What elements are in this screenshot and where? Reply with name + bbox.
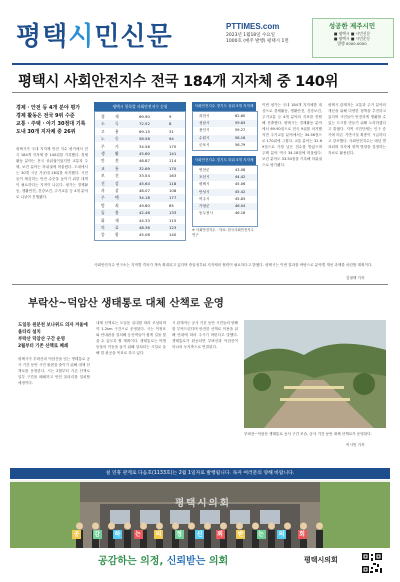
- table1-row: [95, 172, 185, 179]
- table3-row: [193, 196, 257, 203]
- table1-cell: 170: [169, 143, 177, 149]
- table3-cell: 안성시: [199, 189, 210, 194]
- article1-byline: 김평택 기자: [346, 276, 365, 280]
- table1-cell: 45.64: [139, 180, 150, 186]
- table1-cell: 활: [115, 151, 119, 156]
- table1-row: [95, 194, 185, 201]
- masthead-rule: [12, 63, 388, 65]
- table2-title: 사회안전지수 경기도 상위 5개 지자체: [192, 102, 256, 111]
- table1-cell: 종: [101, 232, 105, 238]
- table3-cell: 가평군: [199, 204, 210, 208]
- placard-char: 회: [299, 531, 305, 538]
- table2-row: [193, 120, 257, 127]
- table1-cell: 170: [169, 165, 177, 171]
- table1-cell: 노: [101, 136, 105, 142]
- table3-cell: 45.42: [235, 189, 246, 194]
- masthead-ad-title: 성공한 제주시민: [328, 22, 376, 30]
- table1-cell: 48.07: [139, 188, 150, 193]
- table1-cell: 177: [169, 195, 177, 201]
- table1-row: [95, 128, 185, 135]
- article2-byline: 이시민 기자: [346, 443, 365, 447]
- table1-cell: 용: [115, 128, 119, 134]
- table1-row: [95, 224, 185, 231]
- trail-photo: [244, 320, 386, 428]
- table1-cell: 자: [101, 188, 105, 193]
- table1-title: 평택시 항목별 사회안전지수 순위: [94, 102, 186, 111]
- table3-cell: 45.83: [235, 196, 246, 201]
- table1-row: [95, 150, 185, 157]
- table1-row: [95, 120, 185, 127]
- table2: [192, 111, 258, 151]
- table1-cell: 살: [115, 188, 119, 193]
- notice-bar: 설 연휴 관계로 다음호(1133호)는 2월 1일자로 발행됩니다. 독자 여러분의 양해 바랍니다.: [10, 468, 390, 479]
- placard-char: 받: [237, 531, 244, 538]
- table3-cell: 연천군: [199, 168, 210, 172]
- table1-cell: 32.69: [139, 165, 150, 171]
- table1-cell: 114: [169, 158, 177, 164]
- placard-char: 뢰: [217, 531, 223, 538]
- table1-cell: 45.06: [139, 232, 150, 238]
- table2-row: [193, 135, 257, 142]
- table1-cell: 동: [115, 136, 119, 142]
- table2-cell: 용인시: [199, 128, 210, 133]
- table1-row: [95, 180, 185, 187]
- table2-row: [193, 142, 257, 149]
- table1-cell: 료: [115, 225, 119, 230]
- table1-cell: 건: [101, 180, 105, 186]
- table3-row: [193, 181, 257, 188]
- table1-row: [95, 165, 185, 172]
- table1-cell: 제: [115, 114, 119, 119]
- table1-cell: 69.15: [139, 128, 150, 134]
- table2-row: [193, 113, 257, 120]
- table1-cell: 72.52: [139, 121, 150, 127]
- table1-cell: 46.87: [139, 158, 150, 164]
- table3-cell: 여주시: [199, 196, 210, 201]
- table1-cell: 범: [101, 202, 105, 208]
- table3-title: 사회안전지수 경기도 하위 5개 지자체: [192, 156, 256, 165]
- article1-column-1: 평택시가 국내 지자체 안전 지수 평가에서 전국 184개 지자체 중 140위를 기록했다. 경제 활동 분야는 전국 상위권이었지만 교통과 주택, 보건 분야는 하위권에 머물렀다. 도내에서는 30개 시군 가운데 26위를 차지했다. 시민들이 체감하는 안전 수준을 높이기 위한 대책이 필요하다는 지적이 나온다. 평가는 경제활동, 생활안전, 건강보건, 주거교통 등 4개 분야로 나뉘어 진행됐다.: [16, 147, 88, 199]
- table1-cell: 고: [101, 128, 105, 134]
- table3-row: [193, 210, 257, 217]
- table1-cell: 31: [169, 128, 174, 134]
- table2-cell: 과천시: [199, 114, 210, 118]
- table1-cell: 140: [169, 232, 177, 238]
- issue-info: 2023년 1월18일 수요일 1000호 (매주 발행) 평택시 1면: [226, 33, 289, 44]
- banner-placards: [70, 530, 320, 540]
- newspaper-name: 평택시민신문: [16, 22, 173, 52]
- table1-row: [95, 217, 185, 224]
- table1-cell: 득: [115, 121, 119, 127]
- article1-column-5: 평택시 관계자는 교통과 주거 분야의 개선을 위해 다양한 정책을 추진하고 있다며 시민들이 안전하게 생활할 수 있는 도시를 만들기 위해 노력하겠다고 밝혔다. 지역 시민단체는 인구 증가에 따른 기반시설 확충이 시급하다고 강조했다. 사회안전지수는 매년 발표되며 지자체 정책 방향을 설정하는 자료로 활용된다.: [328, 103, 386, 155]
- table1-cell: 45.60: [139, 151, 150, 156]
- article1-lead: 경제 · 안전 등 4개 분야 평가 경제 활동은 전국 9위 수준 교통 · 주택 · 아기 30점대 기록 도내 30개 지자체 중 26위: [16, 105, 86, 135]
- table1-cell: 85: [169, 202, 174, 208]
- table1-cell: 소: [101, 121, 105, 127]
- table2-cell: 수원시: [199, 135, 210, 140]
- table1-cell: 44.33: [139, 217, 150, 223]
- table1-cell: 택: [115, 195, 119, 201]
- placard-char: 하: [114, 531, 121, 538]
- placard-char: 정: [176, 531, 182, 538]
- table1-cell: 돌: [101, 210, 105, 216]
- placard-char: 공: [73, 531, 80, 538]
- table1-row: [95, 231, 185, 238]
- table1-cell: 합: [115, 232, 119, 238]
- table1-cell: 115: [169, 217, 177, 223]
- table1-cell: 118: [169, 180, 177, 186]
- table2-row: [193, 127, 257, 134]
- table2-cell: 59.27: [235, 128, 246, 133]
- table1-cell: 48.36: [139, 225, 150, 230]
- table1-cell: 42.46: [139, 210, 150, 216]
- table3-cell: 46.18: [235, 211, 246, 216]
- table3-cell: 동두천시: [199, 211, 213, 216]
- table1-cell: 강: [115, 180, 119, 186]
- masthead-ad-lines: ■ 평택시 ■ 시민신문 ■ 평택시 ■ 시민운동 발행 0000-0000: [333, 31, 371, 46]
- table3-row: [193, 167, 257, 174]
- table1-cell: 화: [101, 217, 105, 223]
- table1-cell: 안: [101, 158, 105, 164]
- table1-cell: 봄: [115, 210, 119, 216]
- table3-cell: 44.42: [235, 175, 246, 180]
- table1-row: [95, 135, 185, 142]
- placard-char: 신: [196, 531, 203, 538]
- site-url[interactable]: PTTIMES.com: [226, 22, 280, 31]
- section-rule: [12, 284, 388, 285]
- council-logo: 평택시의회: [304, 556, 338, 564]
- table2-cell: 62.60: [235, 114, 246, 118]
- table1-cell: 의: [101, 225, 105, 230]
- table1-cell: 141: [169, 151, 177, 156]
- article2-column-1: 평택시가 부락산과 덕암산을 잇는 생태통로 공사 기간 동안 시민 불편을 줄이기 위해 대체 산책로를 운영한다. 시는 2월부터 기존 산책로 일부 구간을 폐쇄하고 안전 울타리를 설치할 예정이다.: [18, 357, 90, 385]
- table1-cell: 49.80: [139, 202, 150, 208]
- placard-char: 의: [155, 531, 162, 538]
- placard-char: 감: [94, 531, 100, 538]
- table1-cell: 죄: [115, 202, 119, 208]
- table1-cell: 주: [101, 195, 105, 201]
- table3-cell: 포천시: [199, 175, 210, 180]
- table1-cell: 주: [101, 143, 105, 149]
- article2-headline[interactable]: 부락산~덕암산 생태통로 대체 산책로 운영: [28, 297, 224, 309]
- article2-column-2: 대체 산책로는 도일동 일대를 따라 조성되며 약 1.2km 구간으로 운영된다. 시는 이정표와 안내판을 설치해 등산객들이 쉽게 길을 찾을 수 있도록 할 계획이다. 생태통로는 야생동물의 이동을 돕기 위해 설치되는 시설로 올해 말 완공을 목표로 하고 있다.: [96, 321, 166, 355]
- article1-headline[interactable]: 평택시 사회안전지수 전국 184개 지자체 중 140위: [18, 74, 339, 90]
- table1-cell: 94: [169, 136, 174, 142]
- table1-cell: 123: [169, 225, 177, 230]
- table1-cell: 거: [115, 143, 119, 149]
- table1-cell: 163: [169, 173, 177, 179]
- table-note: ※ 사회안전지수 · 자료: 한국사회안전지수 연구: [192, 228, 254, 237]
- photo-caption: 부락산~덕암산 생태통로 공사 구간 모습. 공사 기간 동안 대체 산책로가 운영된다.: [244, 432, 372, 436]
- table1-row: [95, 113, 185, 120]
- table1-row: [95, 143, 185, 150]
- table1-cell: 생: [101, 151, 105, 156]
- article2-column-3: 시 관계자는 공사 기간 동안 시민들의 양해를 부탁드린다며 안전한 산책로 이용을 위해 안내에 따라 주시기 바란다고 말했다. 생태통로가 완공되면 부락산과 덕암산이 하나의 녹지축으로 연결된다.: [172, 321, 238, 349]
- table1-cell: 전: [115, 158, 119, 164]
- article1-column-4: 이번 평가는 국내 184개 지자체를 대상으로 경제활동, 생활안전, 건강보건, 주거교통 등 4개 분야의 지표를 종합해 산출했다. 평택시는 경제활동 분야에서 69.90점으로 전국 9위를 차지했지만 주거교통 분야에서는 34.56점으로 170위에 그쳤다. 교통 분야는 32.69점으로 가장 낮은 점수를 받았으며 주택 분야 역시 34.18점에 머물렀다. 보건 분야도 33.54점을 기록해 하위권으로 평가됐다.: [262, 103, 322, 167]
- table1-cell: 통: [115, 165, 119, 171]
- table1-cell: 8: [169, 121, 172, 127]
- table1-cell: 33.54: [139, 173, 150, 179]
- table2-cell: 성남시: [199, 121, 210, 126]
- table1-cell: 133: [169, 210, 177, 216]
- placard-char: 는: [258, 531, 264, 538]
- table1-cell: 58.58: [139, 136, 150, 142]
- table3-cell: 45.06: [235, 182, 246, 187]
- table3-cell: 46.04: [235, 204, 246, 208]
- table1-cell: 34.18: [139, 195, 150, 201]
- table1-cell: 9: [169, 114, 172, 119]
- table1-cell: 건: [115, 173, 119, 179]
- table1-cell: 34.56: [139, 143, 150, 149]
- table3-row: [193, 203, 257, 210]
- table1-row: [95, 209, 185, 216]
- table1-cell: 경: [101, 114, 105, 119]
- table2-cell: 56.79: [235, 142, 246, 147]
- table3: [192, 165, 258, 227]
- table1-row: [95, 187, 185, 194]
- table1-row: [95, 157, 185, 164]
- building-sign: 평택시의회: [175, 498, 231, 509]
- council-slogan: 공감하는 의정, 신뢰받는 의회: [98, 556, 229, 567]
- table3-cell: 43.08: [235, 168, 246, 172]
- table3-row: [193, 174, 257, 181]
- table1-cell: 69.90: [139, 114, 150, 119]
- placard-char: 의: [278, 531, 285, 538]
- qr-code-icon[interactable]: [361, 552, 383, 574]
- table3-row: [193, 189, 257, 196]
- table2-cell: 군포시: [199, 142, 210, 147]
- table1-row: [95, 202, 185, 209]
- article1-bottom-text: 사회안전지수 연구소는 지역별 격차가 계속 확대되고 있다며 중앙정부와 지자체의 협력이 필요하다고 밝혔다. 평택시는 이번 결과를 바탕으로 분야별 개선 과제를 마련할 계획이다.: [94, 263, 373, 267]
- table1-cell: 교: [101, 165, 105, 171]
- headline-rule: [12, 92, 388, 93]
- placard-char: 는: [135, 531, 141, 538]
- table1-cell: 보: [101, 173, 105, 179]
- table1-cell: 재: [115, 217, 119, 223]
- article2-lead: 도일동 원분천 보나위드 의자 겨울에 울타리 설치 부락산 덕암산 구간 운영 2월부터 기존 산책로 폐쇄: [18, 323, 88, 349]
- table2-cell: 58.16: [235, 135, 246, 140]
- table2-cell: 59.63: [235, 121, 246, 126]
- table1: [94, 111, 186, 241]
- table1-cell: 108: [169, 188, 177, 193]
- table3-cell: 평택시: [199, 182, 210, 187]
